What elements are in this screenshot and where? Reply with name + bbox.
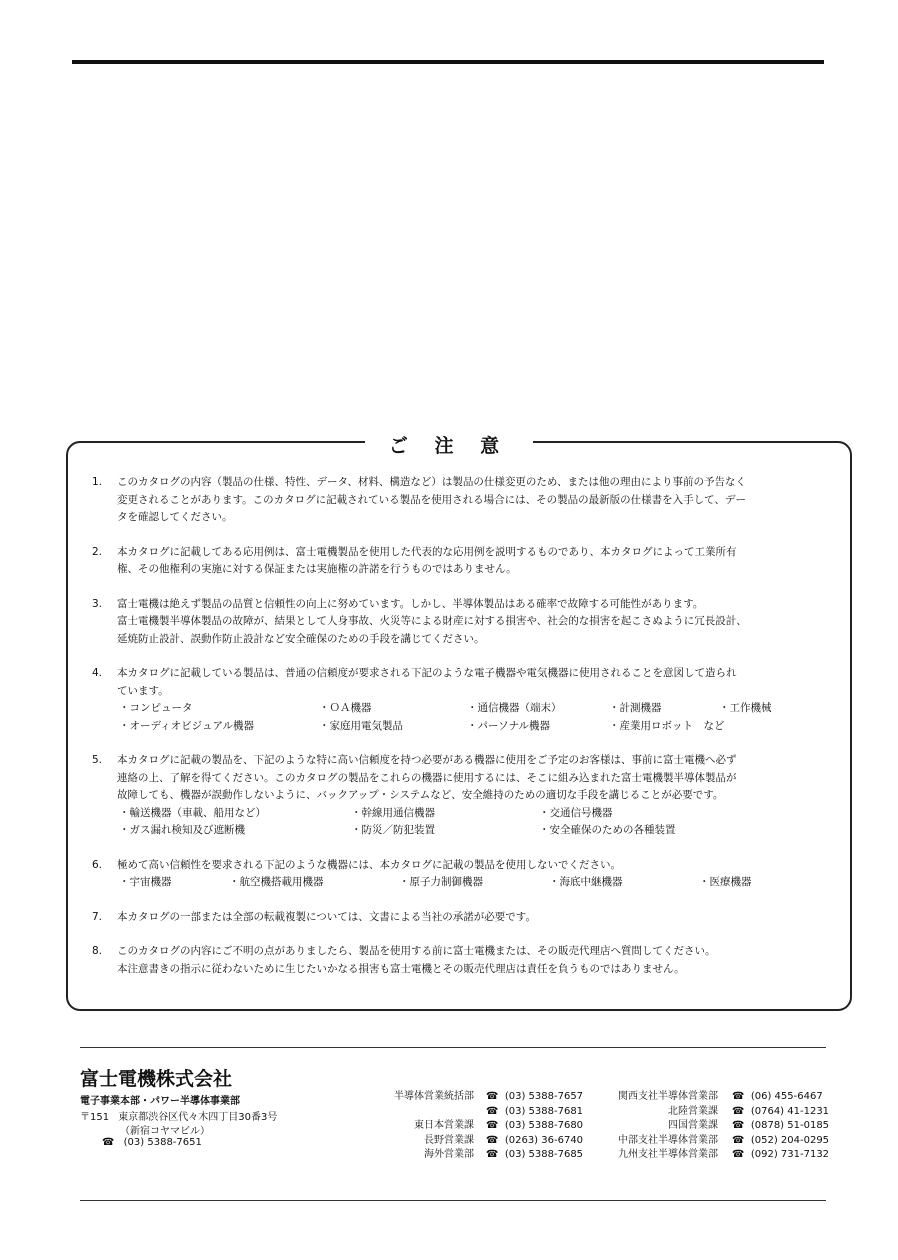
office-phone: (0764) 41-1231 bbox=[750, 1105, 830, 1117]
notice-line: 本カタログの一部または全部の転載複製については、文書による当社の承諾が必要です。 bbox=[117, 910, 536, 923]
phone-icon: ☎ bbox=[486, 1134, 499, 1146]
notice-number: 8. bbox=[92, 945, 103, 957]
notice-item-8 bbox=[92, 943, 832, 978]
notice-item-3 bbox=[92, 596, 832, 649]
notice-line: 連絡の上、了解を得てください。このカタログの製品をこれらの機器に使用するには、そこに組み込まれた富士電機製半導体製品が bbox=[117, 771, 737, 784]
notice-number: 7. bbox=[92, 910, 103, 923]
notice-number: 6. bbox=[92, 858, 103, 871]
office-names-left bbox=[372, 1090, 474, 1163]
phone-icon: ☎ bbox=[486, 1149, 499, 1160]
device-category: ・防災／防犯装置 bbox=[351, 824, 435, 836]
phone-icon: ☎ bbox=[486, 1091, 499, 1102]
office-phone: (0878) 51-0185 bbox=[750, 1120, 830, 1131]
office-phone: (0263) 36-6740 bbox=[504, 1134, 584, 1146]
notice-line: 延焼防止設計、誤動作防止設計など安全確保のための手段を講じてください。 bbox=[117, 632, 485, 645]
notice-line: 権、その他権利の実施に対する保証または実施権の許諾を行うものではありません。 bbox=[117, 563, 517, 575]
phone-icon: ☎ bbox=[732, 1134, 745, 1146]
notice-item-7 bbox=[92, 909, 832, 927]
notice-number: 4. bbox=[92, 667, 103, 679]
office-phone: (06) 455-6467 bbox=[750, 1091, 823, 1102]
notice-line: このカタログの内容（製品の仕様、特性、データ、材料、構造など）は製品の仕様変更のため、または他の理由により事前の予告なく bbox=[117, 476, 746, 488]
device-category: ・ガス漏れ検知及び遮断機 bbox=[119, 824, 245, 836]
phone-icon: ☎ bbox=[732, 1120, 745, 1131]
notice-line: ています。 bbox=[117, 684, 169, 697]
top-rule bbox=[72, 60, 824, 64]
office-phone: (03) 5388-7681 bbox=[504, 1105, 584, 1117]
notice-line: このカタログの内容にご不明の点がありましたら、製品を使用する前に富士電機または、その販売代理店へ質問してください。 bbox=[117, 945, 716, 957]
device-category: ・ＯＡ機器 bbox=[319, 702, 372, 714]
device-category: ・医療機器 bbox=[699, 876, 752, 888]
notice-line: 本カタログに記載の製品を、下記のような特に高い信頼度を持つ必要がある機器に使用をご予定のお客様は、事前に富士電機へ必ず bbox=[117, 754, 737, 766]
device-category: ・航空機搭載用機器 bbox=[229, 876, 324, 888]
device-category: ・通信機器（端末） bbox=[467, 702, 562, 714]
phone-icon: ☎ bbox=[732, 1149, 745, 1160]
device-category: ・海底中継機器 bbox=[549, 876, 623, 888]
address-line bbox=[80, 1108, 277, 1123]
device-category: ・家庭用電気製品 bbox=[319, 719, 403, 732]
notice-line: 本カタログに記載してある応用例は、富士電機製品を使用した代表的な応用例を説明するものであり、本カタログによって工業所有 bbox=[117, 545, 737, 558]
office-names-right bbox=[598, 1090, 718, 1163]
device-category: ・オーディオビジュアル機器 bbox=[119, 719, 255, 732]
notice-title-wrap bbox=[0, 431, 898, 458]
device-category-list bbox=[119, 805, 832, 840]
office-phones-right bbox=[732, 1090, 829, 1163]
office-name: 半導体営業統括部 bbox=[394, 1091, 474, 1102]
notice-item-5 bbox=[92, 752, 832, 840]
notice-number: 2. bbox=[92, 545, 103, 558]
office-phones-left bbox=[486, 1090, 583, 1163]
building-name: （新宿コヤマビル） bbox=[120, 1126, 210, 1137]
phone-icon: ☎ bbox=[486, 1105, 499, 1117]
device-category: ・工作機械 bbox=[719, 702, 772, 714]
notice-title: ご 注 意 bbox=[365, 431, 533, 458]
office-name: 北陸営業課 bbox=[668, 1105, 718, 1117]
phone-icon: ☎ bbox=[486, 1120, 499, 1131]
notice-line: 富士電機は絶えず製品の品質と信頼性の向上に努めています。しかし、半導体製品はある確率で故障する可能性があります。 bbox=[117, 597, 704, 610]
device-category-list bbox=[119, 874, 832, 892]
device-category: ・幹線用通信機器 bbox=[351, 806, 435, 819]
notice-number: 5. bbox=[92, 754, 103, 766]
phone-icon: ☎ bbox=[732, 1105, 745, 1117]
notice-line: 本カタログに記載している製品は、普通の信頼度が要求される下記のような電子機器や電気機器に使用されることを意図して造られ bbox=[117, 667, 737, 679]
device-category: ・交通信号機器 bbox=[539, 806, 613, 819]
office-name: 四国営業課 bbox=[668, 1120, 718, 1131]
device-category: ・安全確保のための各種装置 bbox=[539, 824, 676, 836]
device-category: ・コンピュータ bbox=[119, 702, 193, 714]
notice-line: タを確認してください。 bbox=[117, 511, 233, 523]
notice-item-4 bbox=[92, 665, 832, 735]
office-name: 九州支社半導体営業部 bbox=[618, 1149, 718, 1160]
main-phone-number: (03) 5388-7651 bbox=[123, 1137, 202, 1148]
notice-item-1 bbox=[92, 474, 832, 527]
notice-line: 変更されることがあります。このカタログに記載されている製品を使用される場合には、その製品の最新版の仕様書を入手して、デー bbox=[117, 493, 746, 506]
device-category: ・輸送機器（車載、船用など） bbox=[119, 806, 266, 819]
office-phone: (03) 5388-7657 bbox=[504, 1091, 584, 1102]
main-phone bbox=[102, 1137, 202, 1148]
notice-number: 1. bbox=[92, 476, 103, 488]
notice-line: 富士電機製半導体製品の故障が、結果として人身事故、火災等による財産に対する損害や、社会的な損害を起こさぬように冗長設計、 bbox=[117, 615, 747, 627]
phone-icon: ☎ bbox=[102, 1137, 115, 1148]
office-name: 長野営業課 bbox=[424, 1134, 474, 1146]
notice-number: 3. bbox=[92, 597, 103, 610]
office-name: 海外営業部 bbox=[424, 1149, 474, 1160]
device-category: ・原子力制御機器 bbox=[399, 876, 483, 888]
device-category: ・計測機器 bbox=[609, 702, 662, 714]
device-category: ・パーソナル機器 bbox=[467, 719, 551, 732]
office-phone: (092) 731-7132 bbox=[750, 1149, 830, 1160]
device-category: ・産業用ロボット など bbox=[609, 719, 725, 732]
device-category: ・宇宙機器 bbox=[119, 876, 172, 888]
notice-line: 故障しても、機器が誤動作しないように、バックアップ・システムなど、安全維持のための適切な手段を講じることが必要です。 bbox=[117, 789, 724, 801]
office-name: 関西支社半導体営業部 bbox=[618, 1091, 718, 1102]
footer-top-rule bbox=[80, 1047, 826, 1048]
company-name: 富士電機株式会社 bbox=[80, 1068, 233, 1090]
office-name bbox=[372, 1105, 474, 1120]
device-category-list bbox=[119, 700, 832, 735]
phone-icon: ☎ bbox=[732, 1091, 745, 1102]
footer-bottom-rule bbox=[80, 1200, 826, 1201]
office-phone: (03) 5388-7685 bbox=[504, 1149, 584, 1160]
notice-line: 本注意書きの指示に従わないために生じたいかなる損害も富士電機とその販売代理店は責任を負うものではありません。 bbox=[117, 962, 685, 975]
office-name: 中部支社半導体営業部 bbox=[618, 1134, 718, 1146]
office-phone: (03) 5388-7680 bbox=[504, 1120, 584, 1131]
street-address: 東京都渋谷区代々木四丁目30番3号 bbox=[118, 1112, 278, 1123]
notice-list bbox=[92, 474, 832, 978]
notice-line: 極めて高い信頼性を要求される下記のような機器には、本カタログに記載の製品を使用しないでください。 bbox=[117, 858, 621, 871]
office-phone: (052) 204-0295 bbox=[750, 1134, 830, 1146]
notice-item-6 bbox=[92, 857, 832, 892]
division-name: 電子事業本部・パワー半導体事業部 bbox=[80, 1096, 240, 1107]
notice-item-2 bbox=[92, 544, 832, 579]
office-name: 東日本営業課 bbox=[414, 1120, 474, 1131]
postal-code: 〒151 bbox=[80, 1112, 110, 1123]
